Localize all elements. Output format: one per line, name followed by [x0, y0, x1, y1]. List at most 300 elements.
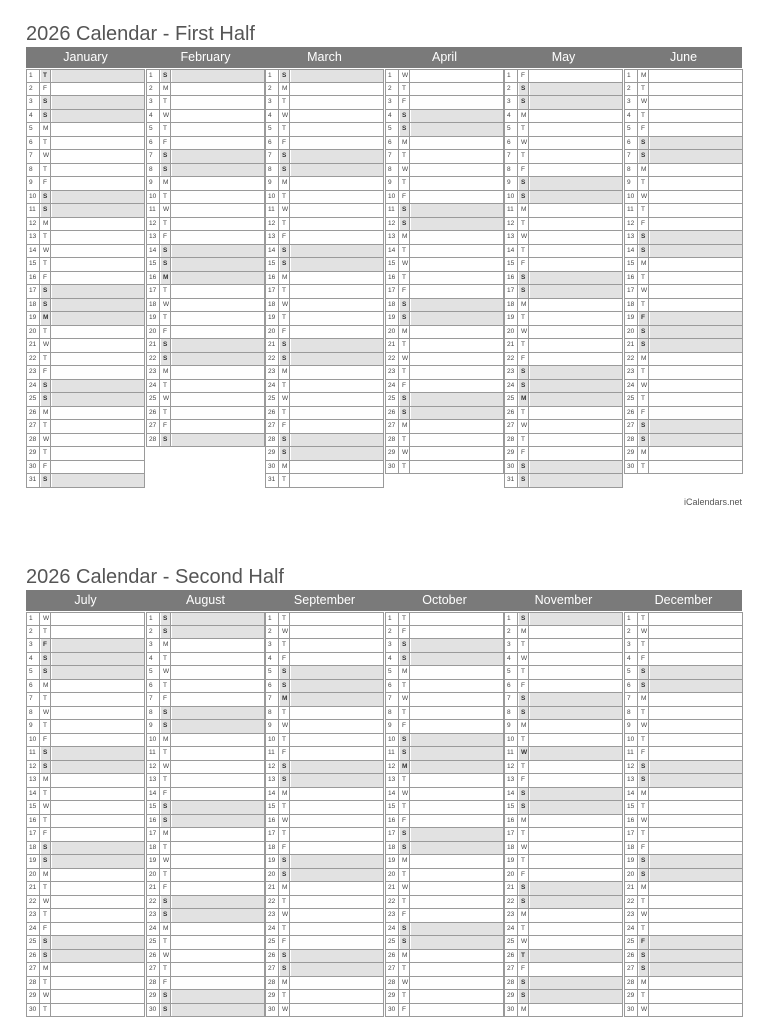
day-note-cell[interactable]: [650, 666, 742, 679]
day-note-cell[interactable]: [291, 83, 383, 96]
day-row[interactable]: [385, 855, 504, 869]
day-note-cell[interactable]: [650, 326, 742, 339]
day-note-cell[interactable]: [650, 96, 742, 109]
day-row[interactable]: [26, 123, 145, 137]
day-note-cell[interactable]: [291, 434, 383, 447]
day-row[interactable]: [146, 923, 265, 937]
day-row[interactable]: [385, 461, 504, 475]
day-note-cell[interactable]: [650, 312, 742, 325]
day-note-cell[interactable]: [172, 137, 264, 150]
day-note-cell[interactable]: [52, 720, 144, 733]
day-note-cell[interactable]: [411, 909, 503, 922]
day-row[interactable]: [385, 218, 504, 232]
day-note-cell[interactable]: [650, 815, 742, 828]
day-row[interactable]: [504, 815, 623, 829]
day-note-cell[interactable]: [52, 747, 144, 760]
day-row[interactable]: [26, 963, 145, 977]
day-note-cell[interactable]: [52, 707, 144, 720]
day-note-cell[interactable]: [411, 231, 503, 244]
day-note-cell[interactable]: [291, 761, 383, 774]
day-note-cell[interactable]: [650, 150, 742, 163]
day-note-cell[interactable]: [650, 272, 742, 285]
day-row[interactable]: [504, 353, 623, 367]
day-row[interactable]: [624, 393, 743, 407]
day-row[interactable]: [265, 204, 384, 218]
day-row[interactable]: [385, 1004, 504, 1018]
day-row[interactable]: [265, 285, 384, 299]
day-row[interactable]: [146, 434, 265, 448]
day-row[interactable]: [26, 950, 145, 964]
day-row[interactable]: [385, 204, 504, 218]
day-row[interactable]: [624, 164, 743, 178]
day-note-cell[interactable]: [172, 70, 264, 82]
day-note-cell[interactable]: [52, 380, 144, 393]
day-note-cell[interactable]: [172, 231, 264, 244]
day-row[interactable]: [504, 653, 623, 667]
day-row[interactable]: [146, 936, 265, 950]
day-note-cell[interactable]: [650, 83, 742, 96]
day-note-cell[interactable]: [650, 896, 742, 909]
day-note-cell[interactable]: [650, 963, 742, 976]
day-note-cell[interactable]: [650, 339, 742, 352]
day-note-cell[interactable]: [411, 613, 503, 625]
day-note-cell[interactable]: [291, 734, 383, 747]
day-row[interactable]: [385, 272, 504, 286]
day-row[interactable]: [26, 990, 145, 1004]
day-note-cell[interactable]: [52, 407, 144, 420]
day-note-cell[interactable]: [172, 626, 264, 639]
day-row[interactable]: [26, 734, 145, 748]
day-row[interactable]: [385, 869, 504, 883]
day-row[interactable]: [624, 461, 743, 475]
day-note-cell[interactable]: [411, 639, 503, 652]
day-row[interactable]: [265, 693, 384, 707]
day-row[interactable]: [146, 774, 265, 788]
day-row[interactable]: [385, 815, 504, 829]
day-row[interactable]: [624, 150, 743, 164]
day-row[interactable]: [624, 299, 743, 313]
day-note-cell[interactable]: [650, 923, 742, 936]
day-note-cell[interactable]: [52, 680, 144, 693]
day-note-cell[interactable]: [530, 137, 622, 150]
day-row[interactable]: [504, 420, 623, 434]
day-note-cell[interactable]: [172, 407, 264, 420]
day-row[interactable]: [624, 828, 743, 842]
day-row[interactable]: [385, 69, 504, 83]
day-note-cell[interactable]: [650, 613, 742, 625]
day-note-cell[interactable]: [411, 272, 503, 285]
day-note-cell[interactable]: [650, 788, 742, 801]
day-note-cell[interactable]: [530, 815, 622, 828]
day-note-cell[interactable]: [52, 882, 144, 895]
day-row[interactable]: [26, 801, 145, 815]
day-note-cell[interactable]: [650, 734, 742, 747]
day-note-cell[interactable]: [530, 272, 622, 285]
day-note-cell[interactable]: [650, 447, 742, 460]
day-note-cell[interactable]: [291, 150, 383, 163]
day-note-cell[interactable]: [650, 626, 742, 639]
day-row[interactable]: [624, 842, 743, 856]
day-row[interactable]: [146, 639, 265, 653]
day-note-cell[interactable]: [650, 680, 742, 693]
day-note-cell[interactable]: [291, 936, 383, 949]
day-note-cell[interactable]: [291, 191, 383, 204]
day-row[interactable]: [624, 774, 743, 788]
day-note-cell[interactable]: [530, 177, 622, 190]
day-note-cell[interactable]: [530, 761, 622, 774]
day-row[interactable]: [26, 828, 145, 842]
day-row[interactable]: [624, 896, 743, 910]
day-note-cell[interactable]: [291, 815, 383, 828]
day-note-cell[interactable]: [530, 339, 622, 352]
day-note-cell[interactable]: [650, 353, 742, 366]
day-row[interactable]: [624, 936, 743, 950]
day-note-cell[interactable]: [172, 707, 264, 720]
day-note-cell[interactable]: [530, 774, 622, 787]
day-note-cell[interactable]: [411, 393, 503, 406]
day-note-cell[interactable]: [530, 869, 622, 882]
day-note-cell[interactable]: [52, 815, 144, 828]
day-row[interactable]: [26, 231, 145, 245]
day-note-cell[interactable]: [650, 950, 742, 963]
day-row[interactable]: [26, 882, 145, 896]
day-note-cell[interactable]: [52, 828, 144, 841]
day-note-cell[interactable]: [172, 434, 264, 447]
day-row[interactable]: [624, 680, 743, 694]
day-note-cell[interactable]: [411, 869, 503, 882]
day-note-cell[interactable]: [52, 83, 144, 96]
day-row[interactable]: [624, 96, 743, 110]
day-note-cell[interactable]: [291, 420, 383, 433]
day-row[interactable]: [504, 393, 623, 407]
day-note-cell[interactable]: [291, 666, 383, 679]
day-row[interactable]: [26, 96, 145, 110]
day-note-cell[interactable]: [530, 977, 622, 990]
day-row[interactable]: [146, 707, 265, 721]
day-note-cell[interactable]: [411, 747, 503, 760]
day-note-cell[interactable]: [411, 842, 503, 855]
day-note-cell[interactable]: [650, 110, 742, 123]
day-note-cell[interactable]: [172, 788, 264, 801]
day-row[interactable]: [385, 245, 504, 259]
day-note-cell[interactable]: [52, 909, 144, 922]
day-note-cell[interactable]: [172, 639, 264, 652]
day-note-cell[interactable]: [291, 828, 383, 841]
day-note-cell[interactable]: [52, 204, 144, 217]
day-row[interactable]: [146, 218, 265, 232]
day-row[interactable]: [385, 788, 504, 802]
day-row[interactable]: [265, 393, 384, 407]
day-note-cell[interactable]: [411, 828, 503, 841]
day-row[interactable]: [26, 339, 145, 353]
day-note-cell[interactable]: [291, 869, 383, 882]
day-row[interactable]: [265, 680, 384, 694]
day-row[interactable]: [26, 666, 145, 680]
day-row[interactable]: [385, 177, 504, 191]
day-note-cell[interactable]: [650, 882, 742, 895]
day-note-cell[interactable]: [650, 218, 742, 231]
day-row[interactable]: [385, 83, 504, 97]
day-row[interactable]: [146, 231, 265, 245]
day-row[interactable]: [385, 963, 504, 977]
day-row[interactable]: [504, 366, 623, 380]
day-row[interactable]: [624, 69, 743, 83]
day-note-cell[interactable]: [52, 96, 144, 109]
day-row[interactable]: [265, 299, 384, 313]
day-note-cell[interactable]: [530, 842, 622, 855]
day-row[interactable]: [26, 815, 145, 829]
day-note-cell[interactable]: [411, 177, 503, 190]
day-row[interactable]: [146, 720, 265, 734]
day-row[interactable]: [504, 896, 623, 910]
day-row[interactable]: [385, 626, 504, 640]
day-row[interactable]: [624, 258, 743, 272]
day-row[interactable]: [265, 461, 384, 475]
day-row[interactable]: [265, 137, 384, 151]
day-note-cell[interactable]: [530, 245, 622, 258]
day-note-cell[interactable]: [530, 123, 622, 136]
day-row[interactable]: [504, 707, 623, 721]
day-row[interactable]: [624, 612, 743, 626]
day-row[interactable]: [504, 977, 623, 991]
day-note-cell[interactable]: [530, 150, 622, 163]
day-row[interactable]: [624, 177, 743, 191]
day-note-cell[interactable]: [52, 164, 144, 177]
day-note-cell[interactable]: [291, 855, 383, 868]
day-note-cell[interactable]: [411, 761, 503, 774]
day-row[interactable]: [504, 272, 623, 286]
day-row[interactable]: [26, 626, 145, 640]
day-row[interactable]: [265, 788, 384, 802]
day-note-cell[interactable]: [291, 380, 383, 393]
day-note-cell[interactable]: [530, 191, 622, 204]
day-row[interactable]: [265, 923, 384, 937]
day-note-cell[interactable]: [291, 977, 383, 990]
day-note-cell[interactable]: [411, 339, 503, 352]
day-note-cell[interactable]: [650, 177, 742, 190]
day-row[interactable]: [624, 855, 743, 869]
day-row[interactable]: [265, 96, 384, 110]
day-note-cell[interactable]: [52, 177, 144, 190]
day-note-cell[interactable]: [52, 150, 144, 163]
day-row[interactable]: [504, 218, 623, 232]
day-note-cell[interactable]: [530, 666, 622, 679]
day-row[interactable]: [26, 461, 145, 475]
day-row[interactable]: [385, 936, 504, 950]
day-note-cell[interactable]: [411, 312, 503, 325]
day-note-cell[interactable]: [650, 258, 742, 271]
day-row[interactable]: [26, 353, 145, 367]
day-note-cell[interactable]: [650, 1004, 742, 1017]
day-row[interactable]: [26, 150, 145, 164]
day-note-cell[interactable]: [411, 258, 503, 271]
day-note-cell[interactable]: [291, 896, 383, 909]
day-row[interactable]: [265, 123, 384, 137]
day-note-cell[interactable]: [52, 258, 144, 271]
day-note-cell[interactable]: [52, 923, 144, 936]
day-row[interactable]: [385, 977, 504, 991]
day-note-cell[interactable]: [291, 707, 383, 720]
day-note-cell[interactable]: [52, 842, 144, 855]
day-note-cell[interactable]: [411, 366, 503, 379]
day-row[interactable]: [385, 326, 504, 340]
day-note-cell[interactable]: [52, 788, 144, 801]
day-note-cell[interactable]: [172, 204, 264, 217]
day-note-cell[interactable]: [172, 164, 264, 177]
day-note-cell[interactable]: [172, 312, 264, 325]
day-row[interactable]: [146, 137, 265, 151]
day-row[interactable]: [504, 680, 623, 694]
day-note-cell[interactable]: [650, 70, 742, 82]
day-note-cell[interactable]: [650, 285, 742, 298]
day-note-cell[interactable]: [411, 447, 503, 460]
day-row[interactable]: [146, 339, 265, 353]
day-note-cell[interactable]: [172, 869, 264, 882]
day-row[interactable]: [265, 164, 384, 178]
day-row[interactable]: [146, 150, 265, 164]
day-note-cell[interactable]: [291, 218, 383, 231]
day-row[interactable]: [146, 380, 265, 394]
day-note-cell[interactable]: [530, 990, 622, 1003]
day-row[interactable]: [504, 461, 623, 475]
day-note-cell[interactable]: [172, 882, 264, 895]
day-note-cell[interactable]: [411, 96, 503, 109]
day-note-cell[interactable]: [411, 407, 503, 420]
day-row[interactable]: [385, 990, 504, 1004]
day-row[interactable]: [504, 447, 623, 461]
day-row[interactable]: [504, 434, 623, 448]
day-row[interactable]: [26, 896, 145, 910]
day-row[interactable]: [26, 380, 145, 394]
day-row[interactable]: [624, 815, 743, 829]
day-row[interactable]: [385, 110, 504, 124]
day-row[interactable]: [624, 191, 743, 205]
day-note-cell[interactable]: [530, 218, 622, 231]
day-row[interactable]: [26, 909, 145, 923]
day-row[interactable]: [385, 393, 504, 407]
day-note-cell[interactable]: [650, 936, 742, 949]
day-note-cell[interactable]: [172, 815, 264, 828]
day-note-cell[interactable]: [530, 909, 622, 922]
day-note-cell[interactable]: [650, 407, 742, 420]
day-row[interactable]: [504, 788, 623, 802]
day-row[interactable]: [265, 653, 384, 667]
day-note-cell[interactable]: [291, 1004, 383, 1017]
day-note-cell[interactable]: [172, 366, 264, 379]
day-row[interactable]: [385, 801, 504, 815]
day-note-cell[interactable]: [172, 393, 264, 406]
day-note-cell[interactable]: [172, 909, 264, 922]
day-row[interactable]: [504, 299, 623, 313]
day-row[interactable]: [624, 747, 743, 761]
day-row[interactable]: [385, 639, 504, 653]
day-note-cell[interactable]: [291, 626, 383, 639]
day-note-cell[interactable]: [172, 747, 264, 760]
day-note-cell[interactable]: [172, 339, 264, 352]
day-row[interactable]: [265, 218, 384, 232]
day-row[interactable]: [146, 258, 265, 272]
day-row[interactable]: [624, 950, 743, 964]
day-note-cell[interactable]: [530, 855, 622, 868]
day-note-cell[interactable]: [650, 720, 742, 733]
day-note-cell[interactable]: [291, 801, 383, 814]
day-note-cell[interactable]: [411, 461, 503, 474]
day-row[interactable]: [146, 245, 265, 259]
day-row[interactable]: [265, 963, 384, 977]
day-row[interactable]: [146, 828, 265, 842]
day-note-cell[interactable]: [291, 245, 383, 258]
day-row[interactable]: [26, 923, 145, 937]
day-row[interactable]: [26, 110, 145, 124]
day-note-cell[interactable]: [411, 123, 503, 136]
day-note-cell[interactable]: [52, 474, 144, 487]
day-row[interactable]: [26, 1004, 145, 1018]
day-row[interactable]: [26, 177, 145, 191]
day-row[interactable]: [624, 909, 743, 923]
day-row[interactable]: [385, 720, 504, 734]
day-row[interactable]: [265, 707, 384, 721]
day-note-cell[interactable]: [530, 923, 622, 936]
day-note-cell[interactable]: [530, 393, 622, 406]
day-note-cell[interactable]: [411, 774, 503, 787]
day-note-cell[interactable]: [650, 774, 742, 787]
day-row[interactable]: [265, 191, 384, 205]
day-note-cell[interactable]: [172, 680, 264, 693]
day-note-cell[interactable]: [172, 855, 264, 868]
day-note-cell[interactable]: [172, 1004, 264, 1017]
day-note-cell[interactable]: [411, 83, 503, 96]
day-note-cell[interactable]: [172, 245, 264, 258]
day-row[interactable]: [265, 869, 384, 883]
day-row[interactable]: [26, 407, 145, 421]
day-row[interactable]: [385, 299, 504, 313]
day-row[interactable]: [624, 434, 743, 448]
day-row[interactable]: [385, 258, 504, 272]
day-row[interactable]: [146, 123, 265, 137]
day-note-cell[interactable]: [291, 70, 383, 82]
day-row[interactable]: [385, 191, 504, 205]
day-row[interactable]: [504, 734, 623, 748]
day-row[interactable]: [504, 923, 623, 937]
day-note-cell[interactable]: [650, 842, 742, 855]
day-row[interactable]: [265, 626, 384, 640]
day-note-cell[interactable]: [52, 420, 144, 433]
day-note-cell[interactable]: [530, 407, 622, 420]
day-note-cell[interactable]: [650, 299, 742, 312]
day-note-cell[interactable]: [172, 693, 264, 706]
day-row[interactable]: [146, 299, 265, 313]
day-note-cell[interactable]: [650, 204, 742, 217]
day-note-cell[interactable]: [172, 272, 264, 285]
day-note-cell[interactable]: [530, 788, 622, 801]
day-note-cell[interactable]: [291, 693, 383, 706]
day-row[interactable]: [504, 828, 623, 842]
day-row[interactable]: [265, 666, 384, 680]
day-row[interactable]: [265, 734, 384, 748]
day-note-cell[interactable]: [650, 380, 742, 393]
day-row[interactable]: [624, 626, 743, 640]
day-note-cell[interactable]: [291, 774, 383, 787]
day-row[interactable]: [385, 96, 504, 110]
day-note-cell[interactable]: [172, 258, 264, 271]
day-row[interactable]: [624, 720, 743, 734]
day-row[interactable]: [624, 734, 743, 748]
day-note-cell[interactable]: [291, 882, 383, 895]
day-row[interactable]: [265, 312, 384, 326]
day-row[interactable]: [624, 366, 743, 380]
day-note-cell[interactable]: [411, 1004, 503, 1017]
day-row[interactable]: [146, 869, 265, 883]
